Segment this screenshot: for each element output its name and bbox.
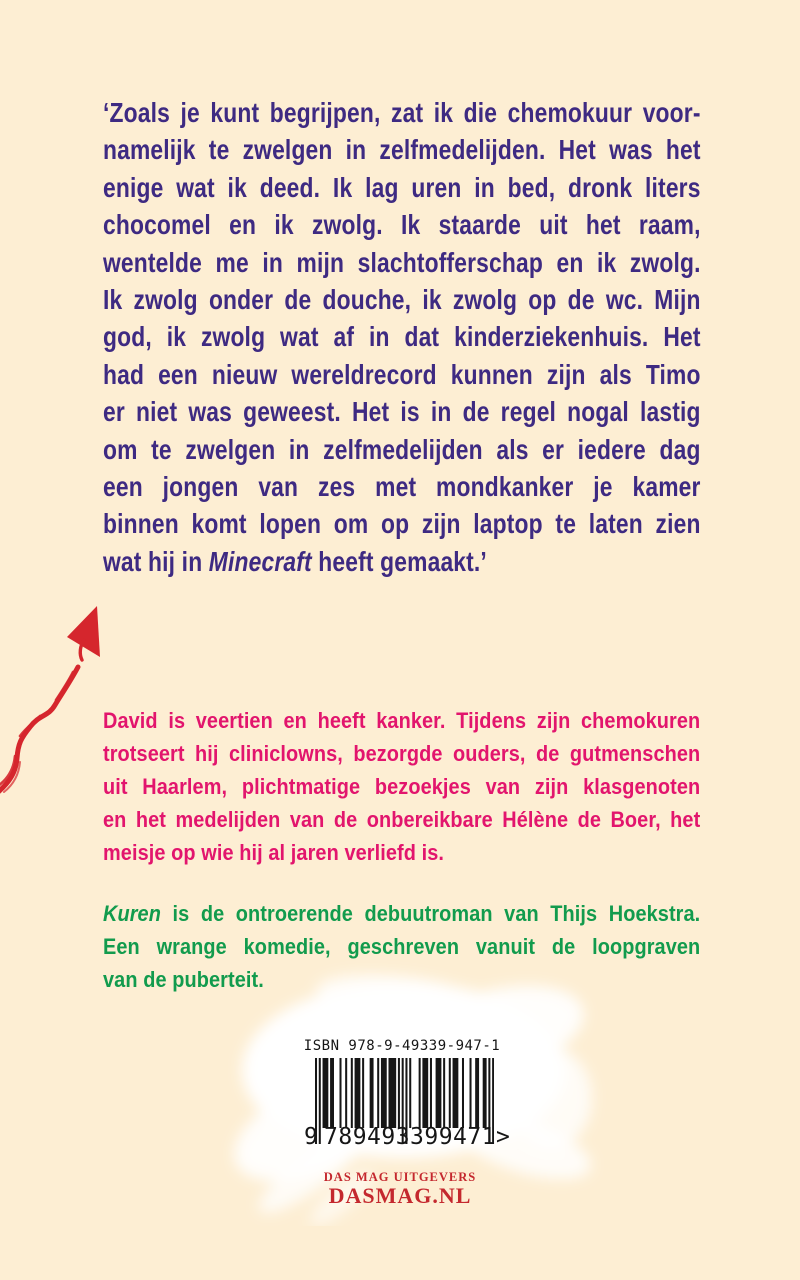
barcode-digit-group: 789493 bbox=[324, 1124, 411, 1150]
text-line: wat hij in Minecraft heeft gemaakt.’ bbox=[103, 545, 487, 577]
quote-paragraph bbox=[103, 94, 701, 580]
text-line: uit Haarlem, plichtmatige bezoekjes van zijn klasgenoten bbox=[103, 774, 701, 799]
text-line: trotseert hij cliniclowns, bezorgde ouders, de gutmenschen bbox=[103, 741, 701, 766]
synopsis-paragraph bbox=[103, 704, 700, 869]
text-line: enige wat ik deed. Ik lag uren in bed, dronk liters bbox=[103, 171, 701, 203]
text-line: namelijk te zwelgen in zelfmedelijden. Het was het bbox=[103, 134, 701, 166]
text-line: Een wrange komedie, geschreven vanuit de loopgraven bbox=[103, 934, 701, 959]
text-line: David is veertien en heeft kanker. Tijdens zijn chemokuren bbox=[103, 708, 701, 733]
barcode bbox=[303, 1036, 511, 1154]
text-line: god, ik zwolg wat af in dat kinderziekenhuis. Het bbox=[103, 321, 701, 353]
text-line: en het medelijden van de onbereikbare Hélène de Boer, het bbox=[103, 807, 701, 832]
text-line: een jongen van zes met mondkanker je kamer bbox=[103, 471, 701, 503]
barcode-digit-group: 9 bbox=[304, 1124, 319, 1150]
text-line: Ik zwolg onder de douche, ik zwolg op de wc. Mijn bbox=[103, 284, 701, 316]
publisher-name: DAS MAG UITGEVERS bbox=[323, 1170, 477, 1184]
text-line: van de puberteit. bbox=[103, 967, 264, 992]
text-line: chocomel en ik zwolg. Ik staarde uit het raam, bbox=[103, 209, 701, 241]
text-line: om te zwelgen in zelfmedelijden als er iedere dag bbox=[103, 433, 701, 465]
arrowhead bbox=[67, 606, 100, 657]
barcode-quiet-zone-mark: > bbox=[496, 1124, 511, 1150]
barcode-digit-group: 399471 bbox=[410, 1124, 497, 1150]
text-line: meisje op wie hij al jaren verliefd is. bbox=[103, 840, 445, 865]
text-line: binnen komt lopen om op zijn laptop te laten zien bbox=[103, 508, 701, 540]
publisher-block bbox=[290, 1171, 510, 1207]
text-line: er niet was geweest. Het is in de regel nogal lastig bbox=[103, 396, 701, 428]
text-line: had een nieuw wereldrecord kunnen zijn als Timo bbox=[103, 358, 701, 390]
isbn-label: ISBN 978-9-49339-947-1 bbox=[303, 1038, 501, 1054]
publisher-url: DASMAG.NL bbox=[328, 1183, 472, 1208]
text-line: ‘Zoals je kunt begrijpen, zat ik die chemokuur voor- bbox=[103, 97, 701, 128]
text-line: wentelde me in mijn slachtofferschap en ik zwolg. bbox=[103, 246, 701, 278]
text-line: Kuren is de ontroerende debuutroman van Thijs Hoekstra. bbox=[103, 901, 701, 926]
